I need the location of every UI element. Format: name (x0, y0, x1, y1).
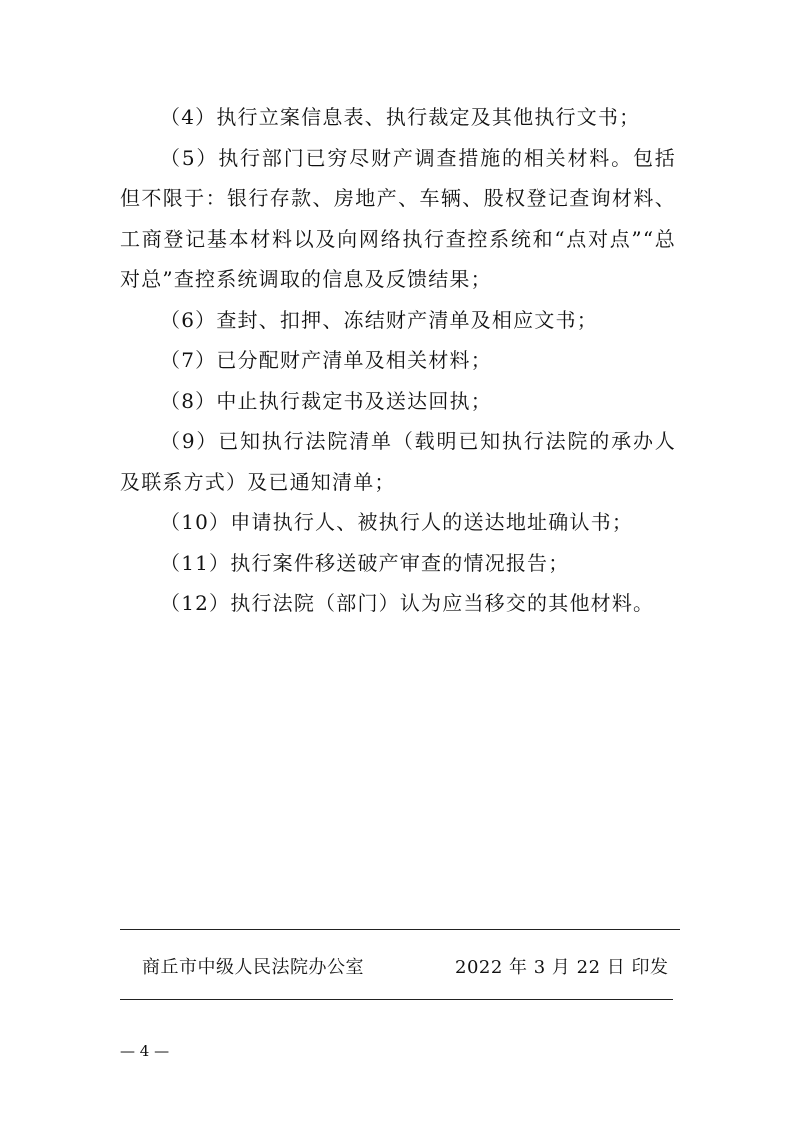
list-item: （7）已分配财产清单及相关材料； (160, 348, 492, 372)
footer-divider-bottom (120, 999, 673, 1000)
list-item: （5）执行部门已穷尽财产调查措施的相关材料。包括但不限于：银行存款、房地产、车辆、股权登记查询材料、工商登记基本材料以及向网络执行查控系统和“点对点”“总对总”查控系统调取的信息及反馈结果； (120, 145, 676, 291)
list-item: （10）申请执行人、被执行人的送达地址确认书； (160, 510, 634, 534)
footer-divider-top (120, 929, 680, 930)
issue-date: 2022 年 3 月 22 日 印发 (455, 957, 669, 978)
issuer-name: 商丘市中级人民法院办公室 (142, 957, 364, 978)
list-item: （4）执行立案信息表、执行裁定及其他执行文书； (160, 105, 641, 129)
list-item: （9）已知执行法院清单（载明已知执行法院的承办人及联系方式）及已通知清单； (120, 429, 676, 494)
page-number: — 4 — (120, 1042, 170, 1060)
list-item: （6）查封、扣押、冻结财产清单及相应文书； (160, 307, 598, 332)
list-item: （8）中止执行裁定书及送达回执； (160, 388, 492, 413)
list-item: （11）执行案件移送破产审查的情况报告； (160, 550, 570, 575)
list-item: （12）执行法院（部门）认为应当移交的其他材料。 (160, 591, 655, 615)
document-body (120, 97, 676, 624)
